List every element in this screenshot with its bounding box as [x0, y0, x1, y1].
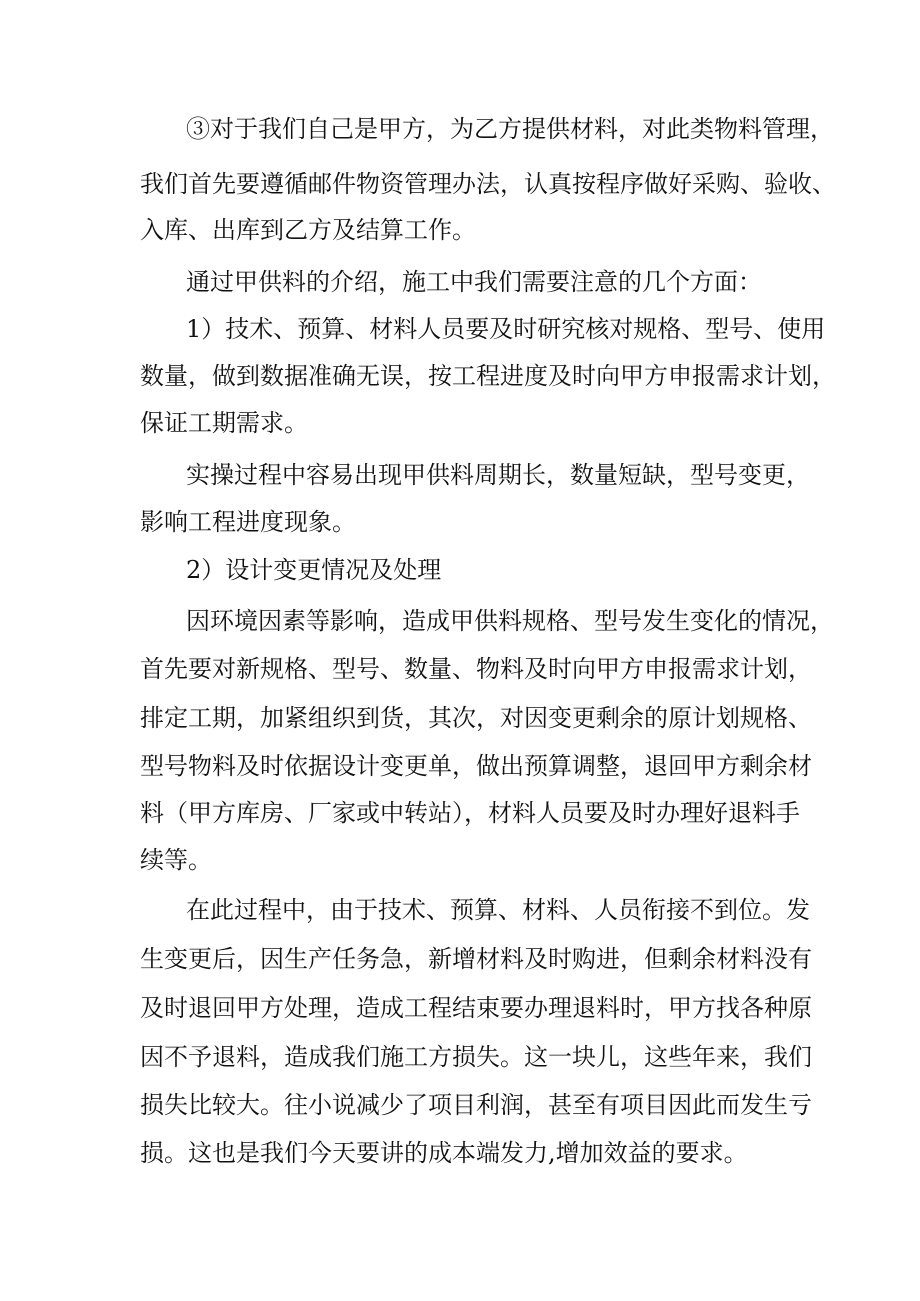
- text-line-12: 首先要对新规格、型号、数量、物料及时向甲方申报需求计划，: [140, 655, 812, 683]
- text-line-18: 生变更后，因生产任务急，新增材料及时购进，但剩余材料没有: [140, 945, 812, 973]
- text-line-13: 排定工期，加紧组织到货，其次，对因变更剩余的原计划规格、: [140, 704, 812, 732]
- text-line-8: 实操过程中容易出现甲供料周期长，数量短缺，型号变更，: [186, 461, 810, 489]
- text-line-5: 1）技术、预算、材料人员要及时研究核对规格、型号、使用: [186, 315, 826, 343]
- text-line-3: 入库、出库到乙方及结算工作。: [140, 216, 476, 244]
- text-line-17: 在此过程中，由于技术、预算、材料、人员衔接不到位。发: [186, 896, 810, 924]
- text-line-14: 型号物料及时依据设计变更单，做出预算调整，退回甲方剩余材: [140, 752, 812, 780]
- text-line-15: 料（甲方库房、厂家或中转站），材料人员要及时办理好退料手: [140, 799, 800, 827]
- text-line-16: 续等。: [140, 846, 212, 874]
- text-line-21: 损失比较大。往小说减少了项目利润，甚至有项目因此而发生亏: [140, 1091, 812, 1119]
- text-line-11: 因环境因素等影响，造成甲供料规格、型号发生变化的情况，: [186, 607, 834, 635]
- text-line-10: 2）设计变更情况及处理: [186, 556, 442, 584]
- text-line-1: ③对于我们自己是甲方，为乙方提供材料，对此类物料管理，: [186, 115, 834, 143]
- text-line-6: 数量，做到数据准确无误，按工程进度及时向甲方申报需求计划，: [140, 362, 836, 390]
- text-line-20: 因不予退料，造成我们施工方损失。这一块儿，这些年来，我们: [140, 1043, 812, 1071]
- text-line-9: 影响工程进度现象。: [140, 508, 356, 536]
- text-line-19: 及时退回甲方处理，造成工程结束要办理退料时，甲方找各种原: [140, 994, 812, 1022]
- text-line-4: 通过甲供料的介绍，施工中我们需要注意的几个方面：: [186, 268, 762, 296]
- text-line-22: 损。这也是我们今天要讲的成本端发力,增加效益的要求。: [140, 1139, 748, 1167]
- text-line-2: 我们首先要遵循邮件物资管理办法，认真按程序做好采购、验收、: [140, 170, 836, 198]
- text-line-7: 保证工期需求。: [140, 409, 308, 437]
